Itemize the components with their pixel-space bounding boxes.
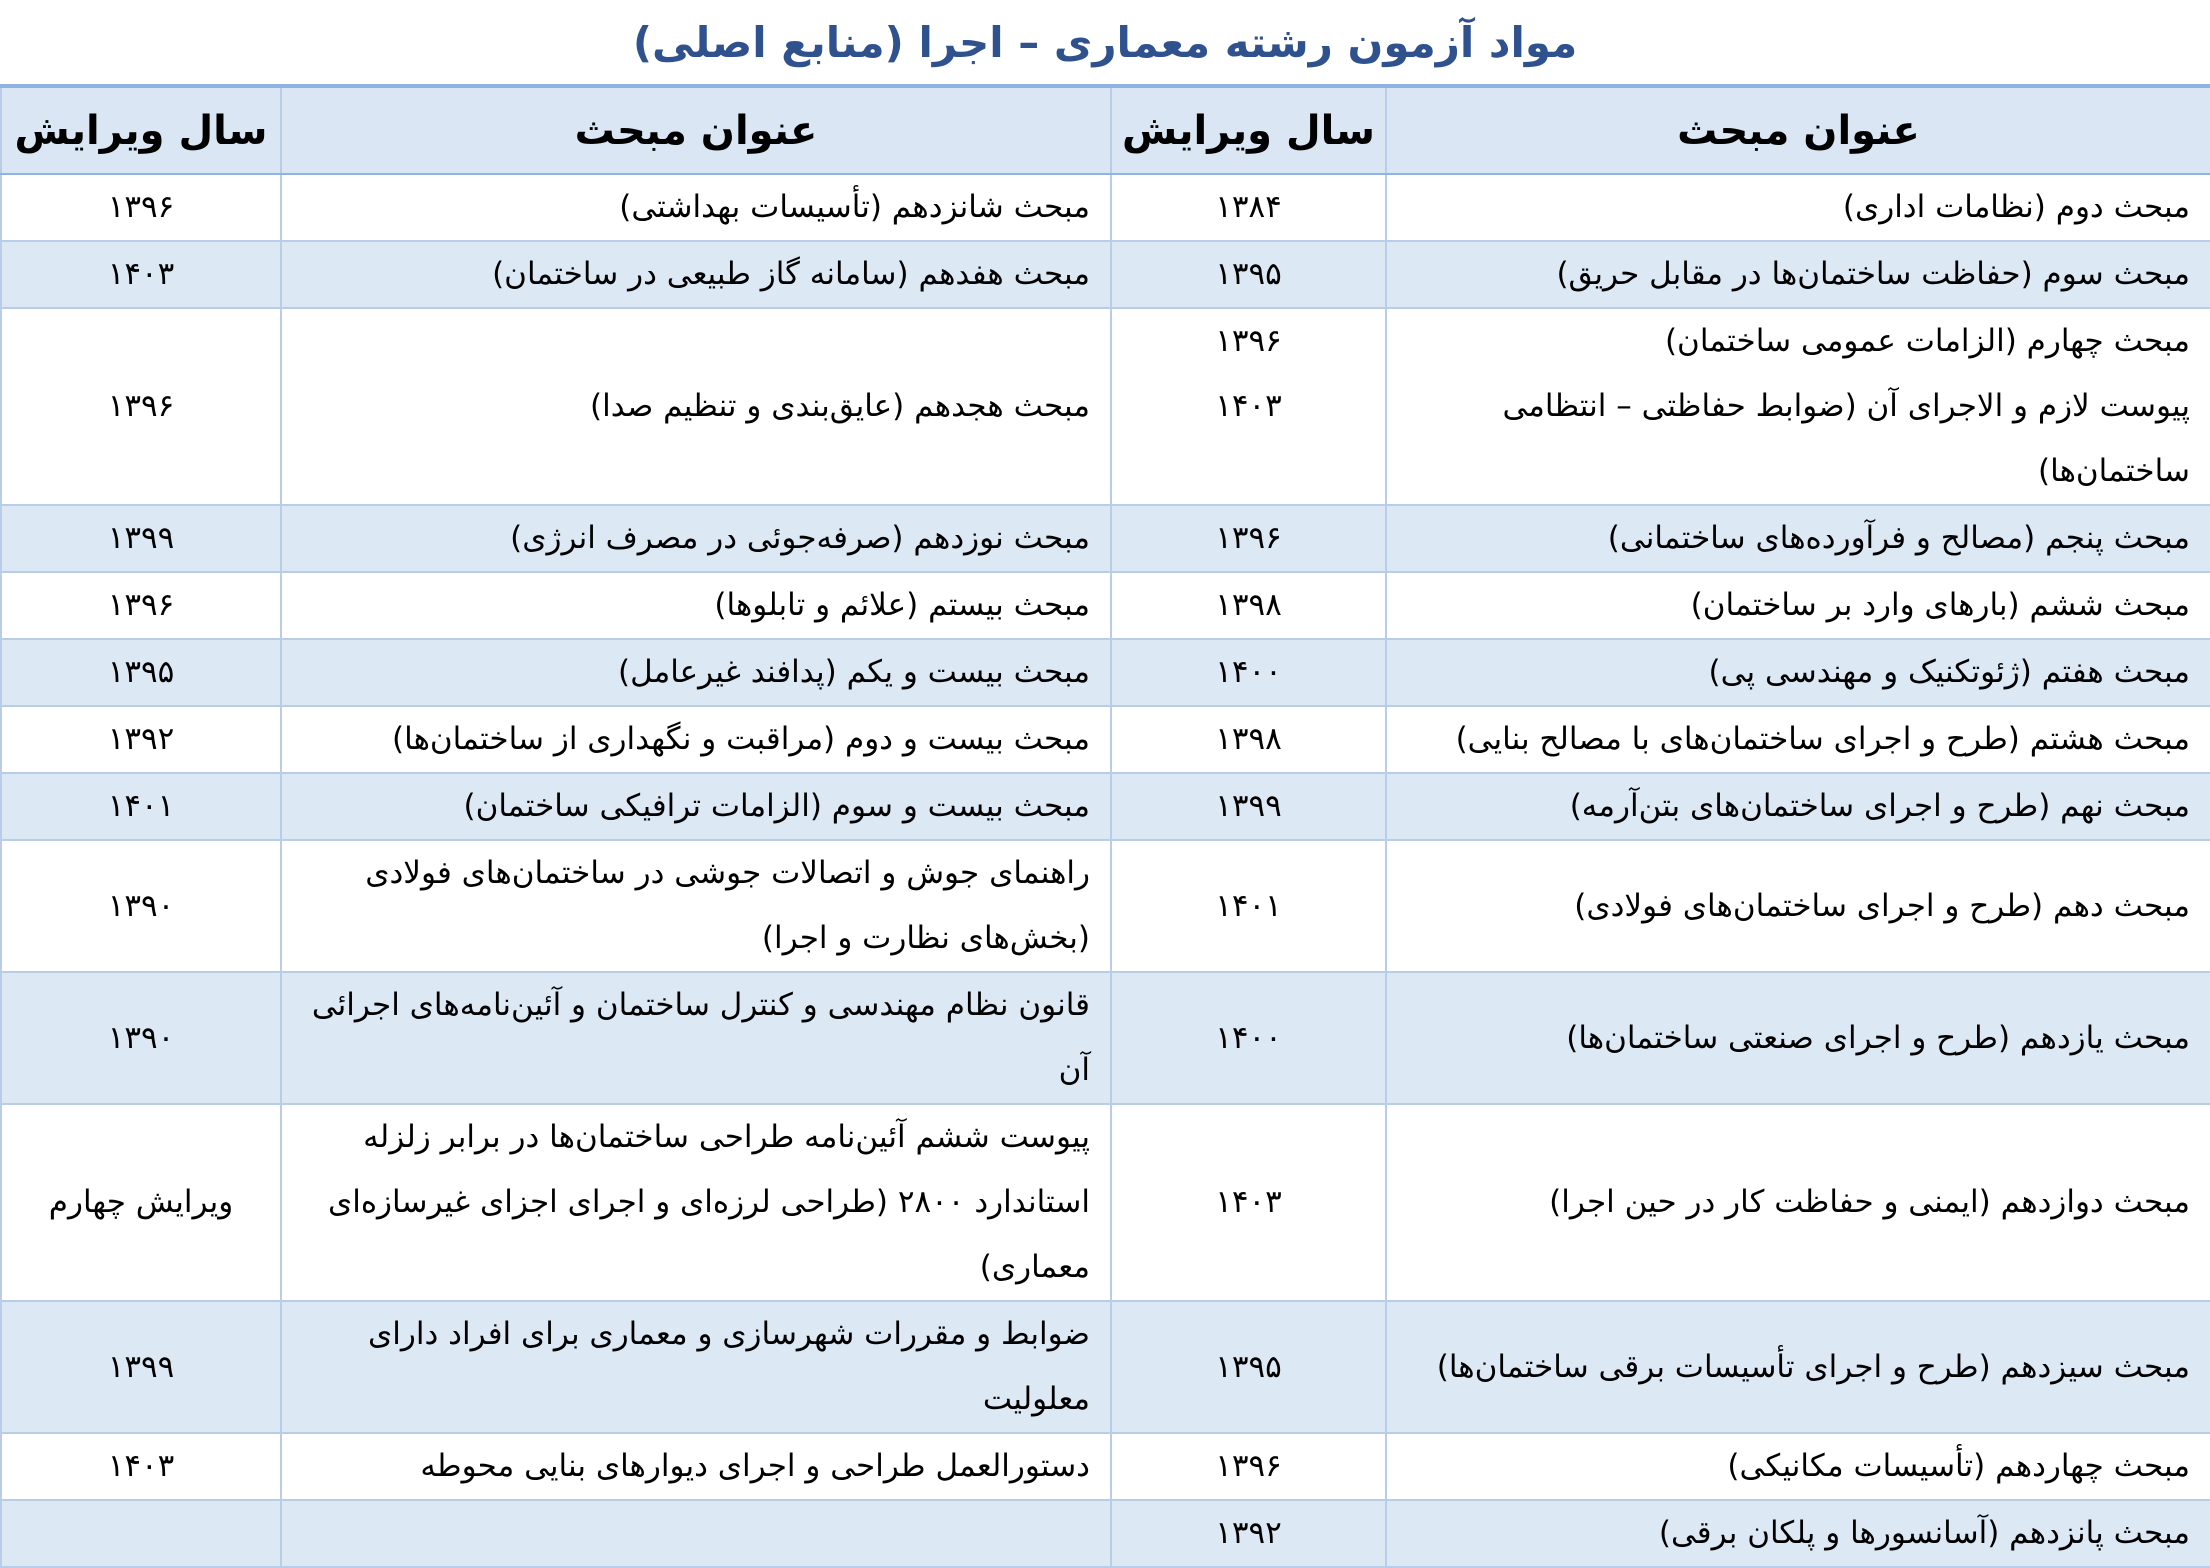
table-row [1,308,2210,505]
topic-cell [1386,308,2210,505]
year-cell: ۱۳۹۵ [1111,1301,1386,1433]
topic-cell: راهنمای جوش و اتصالات جوشی در ساختمان‌های فولادی (بخش‌های نظارت و اجرا) [281,840,1111,972]
year-cell: ۱۴۰۳ [1111,1104,1386,1301]
page-title: مواد آزمون رشته معماری – اجرا (منابع اصلی) [632,17,1578,67]
year-cell: ۱۳۹۸ [1111,572,1386,639]
topic-line: مبحث چهارم (الزامات عمومی ساختمان) [1664,323,2190,359]
table-row [1,706,2210,773]
column-header-year: سال ویرایش [1,86,281,174]
column-header-topic: عنوان مبحث [281,86,1111,174]
column-header-year: سال ویرایش [1111,86,1386,174]
table-row [1,840,2210,972]
year-cell: ۱۳۹۶ [1,572,281,639]
table-row [1,1301,2210,1433]
year-cell: ۱۳۹۶ [1,174,281,241]
topic-cell: مبحث پنجم (مصالح و فرآورده‌های ساختمانی) [1386,505,2210,572]
topic-cell: مبحث نهم (طرح و اجرای ساختمان‌های بتن‌آرمه) [1386,773,2210,840]
table-row [1,1104,2210,1301]
year-cell [1111,308,1386,505]
table-row [1,505,2210,572]
year-cell: ۱۳۹۶ [1111,1433,1386,1500]
topic-cell: دستورالعمل طراحی و اجرای دیوارهای بنایی محوطه [281,1433,1111,1500]
topic-cell: مبحث بیستم (علائم و تابلوها) [281,572,1111,639]
year-line: ۱۳۹۶ [1215,323,1282,359]
topic-cell: مبحث دهم (طرح و اجرای ساختمان‌های فولادی) [1386,840,2210,972]
table-row [1,174,2210,241]
year-cell: ۱۴۰۱ [1111,840,1386,972]
topic-cell: مبحث سوم (حفاظت ساختمان‌ها در مقابل حریق) [1386,241,2210,308]
year-cell: ۱۳۸۴ [1111,174,1386,241]
table-row [1,972,2210,1104]
year-cell: ۱۳۹۸ [1111,706,1386,773]
topic-cell: مبحث شانزدهم (تأسیسات بهداشتی) [281,174,1111,241]
topic-line: پیوست لازم و الاجرای آن (ضوابط حفاظتی – انتظامی ساختمان‌ها) [1502,388,2190,489]
topic-cell: مبحث هفتم (ژئوتکنیک و مهندسی پی) [1386,639,2210,706]
topic-cell: مبحث ششم (بارهای وارد بر ساختمان) [1386,572,2210,639]
table-row [1,241,2210,308]
year-cell: ۱۳۹۰ [1,972,281,1104]
year-cell: ۱۳۹۲ [1,706,281,773]
year-line: ۱۴۰۳ [1215,388,1282,424]
year-cell: ۱۳۹۲ [1111,1500,1386,1567]
year-cell: ۱۴۰۰ [1111,972,1386,1104]
table-row [1,1500,2210,1567]
year-cell: ۱۴۰۰ [1111,639,1386,706]
table-row [1,639,2210,706]
topic-cell: پیوست ششم آئین‌نامه طراحی ساختمان‌ها در برابر زلزله استاندارد ۲۸۰۰ (طراحی لرزه‌ای و اجرای اجزای غیرسازه‌ای معماری) [281,1104,1111,1301]
year-cell: ۱۴۰۳ [1,1433,281,1500]
exam-subjects-table [0,84,2210,1568]
year-cell: ۱۳۹۰ [1,840,281,972]
topic-cell: قانون نظام مهندسی و کنترل ساختمان و آئین‌نامه‌های اجرائی آن [281,972,1111,1104]
topic-cell: مبحث دوازدهم (ایمنی و حفاظت کار در حین اجرا) [1386,1104,2210,1301]
table-row [1,572,2210,639]
header-row [1,86,2210,174]
year-cell: ۱۳۹۹ [1,1301,281,1433]
topic-cell: مبحث هشتم (طرح و اجرای ساختمان‌های با مصالح بنایی) [1386,706,2210,773]
topic-cell [281,1500,1111,1567]
year-cell [1,1500,281,1567]
topic-cell: مبحث چهاردهم (تأسیسات مکانیکی) [1386,1433,2210,1500]
topic-cell: مبحث یازدهم (طرح و اجرای صنعتی ساختمان‌ها) [1386,972,2210,1104]
topic-cell: مبحث هفدهم (سامانه گاز طبیعی در ساختمان) [281,241,1111,308]
topic-cell: مبحث دوم (نظامات اداری) [1386,174,2210,241]
topic-cell: مبحث سیزدهم (طرح و اجرای تأسیسات برقی ساختمان‌ها) [1386,1301,2210,1433]
topic-cell: مبحث نوزدهم (صرفه‌جوئی در مصرف انرژی) [281,505,1111,572]
year-cell: ۱۴۰۱ [1,773,281,840]
year-cell: ویرایش چهارم [1,1104,281,1301]
year-cell: ۱۳۹۵ [1,639,281,706]
topic-cell: ضوابط و مقررات شهرسازی و معماری برای افراد دارای معلولیت [281,1301,1111,1433]
year-cell: ۱۳۹۵ [1111,241,1386,308]
topic-cell: مبحث بیست و سوم (الزامات ترافیکی ساختمان) [281,773,1111,840]
column-header-topic: عنوان مبحث [1386,86,2210,174]
topic-cell: مبحث پانزدهم (آسانسورها و پلکان برقی) [1386,1500,2210,1567]
year-cell: ۱۳۹۹ [1,505,281,572]
year-cell: ۱۴۰۳ [1,241,281,308]
topic-cell: مبحث هجدهم (عایق‌بندی و تنظیم صدا) [281,308,1111,505]
table-row [1,773,2210,840]
year-cell: ۱۳۹۶ [1111,505,1386,572]
table-row [1,1433,2210,1500]
topic-cell: مبحث بیست و دوم (مراقبت و نگهداری از ساختمان‌ها) [281,706,1111,773]
topic-cell: مبحث بیست و یکم (پدافند غیرعامل) [281,639,1111,706]
year-cell: ۱۳۹۶ [1,308,281,505]
year-cell: ۱۳۹۹ [1111,773,1386,840]
